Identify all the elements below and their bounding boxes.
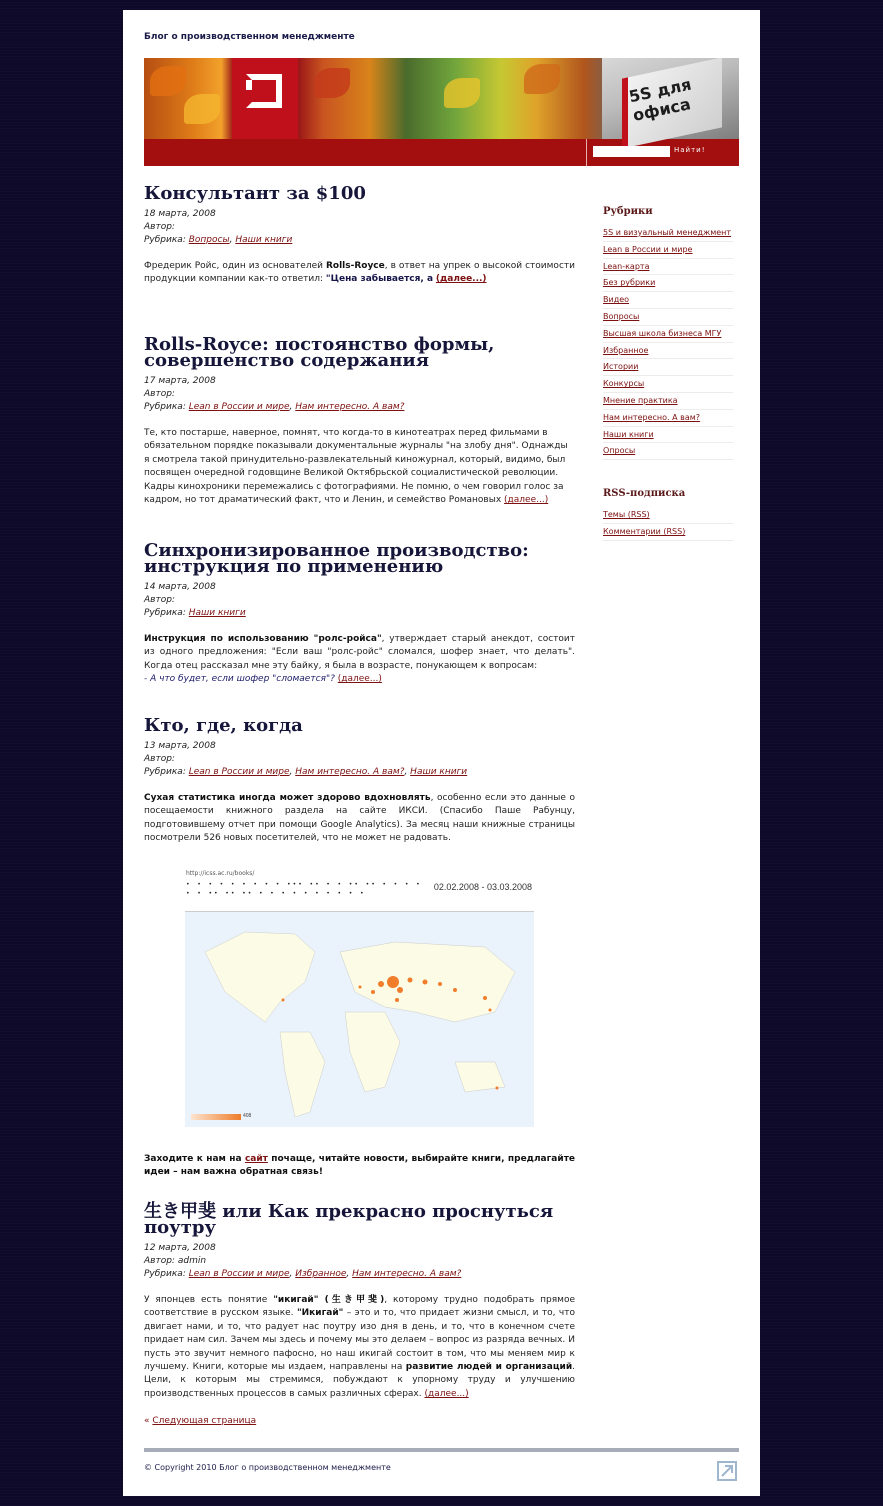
sidebar-category-link[interactable]: Истории [603,359,733,376]
category-label: Рубрика: [144,767,186,777]
excerpt-bold: Инструкция по использованию "ролс-ройса" [144,634,382,644]
sidebar-categories-title: Рубрики [603,206,653,217]
sidebar-category-link[interactable]: Lean-карта [603,259,733,276]
category-link[interactable]: Наши книги [188,608,246,618]
excerpt-text: , утверждает старый анекдот, состоит из одного предложения: "Если ваш "ролс-ройс" сломался, шофер знает, что делать". Когда отец рассказал мне эту байку, я была в возрасте, понукающем к вопросам: [144,634,575,671]
excerpt-quote: "Цена забывается, а [325,274,434,285]
category-link[interactable]: Lean в России и мире [188,1269,290,1279]
post-excerpt [144,427,575,507]
sidebar-category-link[interactable]: Наши книги [603,427,733,444]
read-more-link[interactable]: (далее...) [337,674,382,685]
sidebar-rss-title: RSS-подписка [603,488,686,500]
post [144,334,575,507]
sidebar-category-link[interactable]: Вопросы [603,309,733,326]
arrow-up-right-icon [719,1463,735,1479]
sidebar-category-link[interactable]: 5S и визуальный менеджмент [603,225,733,242]
header-banner [144,58,739,166]
logo-mark-icon [246,74,282,108]
post-excerpt [144,260,575,287]
excerpt-text: , которому трудно подобрать прямое соответствие в русском языке. [144,1295,576,1319]
category-link[interactable]: Lean в России и мире [188,402,290,412]
rss-posts-link[interactable]: Темы (RSS) [603,507,733,524]
post-meta [144,208,575,247]
excerpt-text: У японцев есть понятие [144,1295,274,1305]
rss-list [603,507,733,541]
post [144,540,575,687]
category-label: Рубрика: [144,608,186,618]
map-header-dots: • • • • • • • • • ••• •• • • •• •• • • • • • • •• •• •• • • • • • • • • • • [186,881,422,897]
post-date: 14 марта, 2008 [144,582,216,592]
category-label: Рубрика: [144,1269,186,1279]
next-page-link[interactable]: Следующая страница [152,1416,257,1426]
leaf-shape [314,68,350,98]
site-title[interactable]: Блог о производственном менеджменте [144,32,355,42]
footer-copyright: © Copyright 2010 Блог о производственном менеджменте [144,1463,391,1472]
sidebar-category-link[interactable]: Высшая школа бизнеса МГУ [603,326,733,343]
leaf-shape [444,78,480,108]
excerpt-text: Фредерик Ройс, один из основателей [144,261,326,271]
sidebar-category-link[interactable]: Видео [603,292,733,309]
category-link[interactable]: Нам интересно. А вам? [352,1269,462,1279]
category-list [603,225,733,460]
site-logo[interactable] [232,58,298,139]
category-link[interactable]: Наши книги [235,235,293,245]
category-link[interactable]: Наши книги [410,767,468,777]
excerpt-bold: Сухая статистика иногда может здорово вдохновлять [144,793,431,803]
excerpt-text: Те, кто постарше, наверное, помнят, что когда-то в кинотеатрах перед фильмами в обязательном порядке показывали документальные журналы "на злобу дня". Однажды я смотрела такой принудительно-развлекательный киножурнал, который, видимо, был посвящен очередной годовщине Великой Октябрьской социалистической революции. Кадры кинохроники перемежались с фотографиями. Не помню, о чем говорил голос за кадром, но тот драматический факт, что и Ленин, и семейство Романовых [144,428,568,506]
search-button[interactable]: Найти! [674,146,706,154]
post-date: 18 марта, 2008 [144,209,216,219]
post-categories: Рубрика: Lean в России и мире, Нам интересно. А вам?, Наши книги [144,767,468,777]
page-container [123,10,760,1496]
post-excerpt [144,633,575,687]
post-categories: Рубрика: Вопросы, Наши книги [144,235,293,245]
category-link[interactable]: Избранное [295,1269,347,1279]
post-title[interactable]: Синхронизированное производство: инструкция по применению [144,540,529,577]
read-more-link[interactable]: (далее...) [435,274,487,285]
author-label: Автор: [144,754,175,764]
sidebar [603,206,733,541]
post-date: 12 марта, 2008 [144,1243,216,1253]
category-label: Рубрика: [144,402,186,412]
post-excerpt [144,792,575,846]
sidebar-category-link[interactable]: Опросы [603,443,733,460]
search-input[interactable] [593,146,670,157]
post-categories: Рубрика: Lean в России и мире, Избранное, Нам интересно. А вам? [144,1269,462,1279]
excerpt-text: , особенно если это данные о посещаемости книжного раздела на сайте ИКСИ. (Спасибо Паше Рабунцу, подготовившему отчет при помощи Google Analytics). За месяц наши книжные страницы посмотрели 526 новых посетителей, что не может не радовать. [144,793,576,844]
author-name: admin [177,1256,207,1266]
post-author [144,594,575,607]
category-link[interactable]: Нам интересно. А вам? [295,402,405,412]
post [144,183,575,287]
sidebar-category-link[interactable]: Lean в России и мире [603,242,733,259]
post [144,715,576,1178]
author-label: Автор: [144,595,175,605]
prev-arrow: « [144,1416,150,1426]
post-author [144,221,575,234]
post-title[interactable]: Rolls-Royce: постоянство формы, совершенство содержания [144,334,495,371]
category-link[interactable]: Вопросы [188,235,230,245]
post-title[interactable]: Кто, где, когда [144,715,303,736]
leaf-shape [184,94,220,124]
footer-note-text: почаще, читайте новости, выбирайте книги, предлагайте идеи – нам важна обратная связь! [144,1154,576,1178]
analytics-map-image [185,870,534,1130]
sidebar-category-link[interactable]: Конкурсы [603,376,733,393]
post-meta [144,740,575,779]
post-meta [144,375,575,414]
rss-comments-link[interactable]: Комментарии (RSS) [603,524,733,541]
sidebar-category-link[interactable]: Мнение практика [603,393,733,410]
excerpt-text: , в ответ на упрек о высокой стоимости продукции компании как-то ответил: [144,261,575,285]
sidebar-category-link[interactable]: Без рубрики [603,275,733,292]
footer-note-text: Заходите к нам на [144,1154,245,1164]
post-date: 17 марта, 2008 [144,376,216,386]
map-url: http://icss.ac.ru/books/ [186,870,255,877]
footer-divider [144,1448,739,1452]
site-link[interactable]: сайт [244,1154,268,1164]
world-map [185,911,534,1127]
read-more-link[interactable]: (далее...) [424,1388,469,1399]
read-more-link[interactable]: (далее...) [504,495,549,506]
book-cover-image[interactable] [602,58,739,139]
map-date-range: 02.02.2008 - 03.03.2008 [433,882,532,892]
excerpt-bold: развитие людей и организаций [405,1362,573,1373]
post-date: 13 марта, 2008 [144,741,216,751]
excerpt-bold: Rolls-Royce [325,261,385,271]
excerpt-quote: - А что будет, если шофер "сломается"? [144,674,335,685]
post-categories: Рубрика: Lean в России и мире, Нам интересно. А вам? [144,402,405,412]
map-legend-max: 408 [243,1113,252,1119]
post-meta [144,581,575,620]
post-categories [144,607,575,620]
post-title[interactable]: Консультант за $100 [144,183,366,204]
post-meta [144,1242,575,1281]
world-map-svg [185,912,534,1128]
category-link[interactable]: Lean в России и мире [188,767,290,777]
excerpt-bold: "икигай" (生き甲斐) [273,1295,385,1305]
post-author [144,388,575,401]
post-title[interactable]: 生き甲斐 или Как прекрасно проснуться поутру [144,1201,554,1238]
post-author [144,1255,575,1268]
category-label: Рубрика: [144,235,186,245]
author-label: Автор: [144,389,175,399]
post [144,1201,576,1401]
leaf-shape [150,66,186,96]
sidebar-category-link[interactable]: Нам интересно. А вам? [603,410,733,427]
excerpt-bold: "Икигай" [296,1308,344,1319]
category-link[interactable]: Нам интересно. А вам? [295,767,405,777]
back-to-top-icon[interactable] [717,1461,737,1481]
sidebar-category-link[interactable]: Избранное [603,343,733,360]
post-author [144,753,575,766]
post-footer-note [144,1153,575,1180]
map-legend-scale [191,1114,241,1120]
author-label: Автор: [144,1256,175,1266]
author-label: Автор: [144,222,175,232]
leaf-shape [524,64,560,94]
excerpt-text: . Цели, к которым мы стремимся, побуждают к упорному труду и улучшению производственных процессов в самых различных сферах. [144,1362,575,1399]
excerpt-text: – это и то, что придает жизни смысл, и то, что двигает нами, и то, что радует нас поутру изо дня в день, и то, что в конечном счете придает нам сил. Зачем мы здесь и почему мы это делаем – вопрос из разряда вечных. И пусть это звучит немного пафосно, но наш икигай состоит в том, что мы меняем мир к лучшему. Книги, которые мы издаем, направлены на [144,1308,575,1373]
post-excerpt [144,1294,575,1401]
book-title: 5S для офиса [627,74,693,125]
pagination [144,1416,256,1426]
